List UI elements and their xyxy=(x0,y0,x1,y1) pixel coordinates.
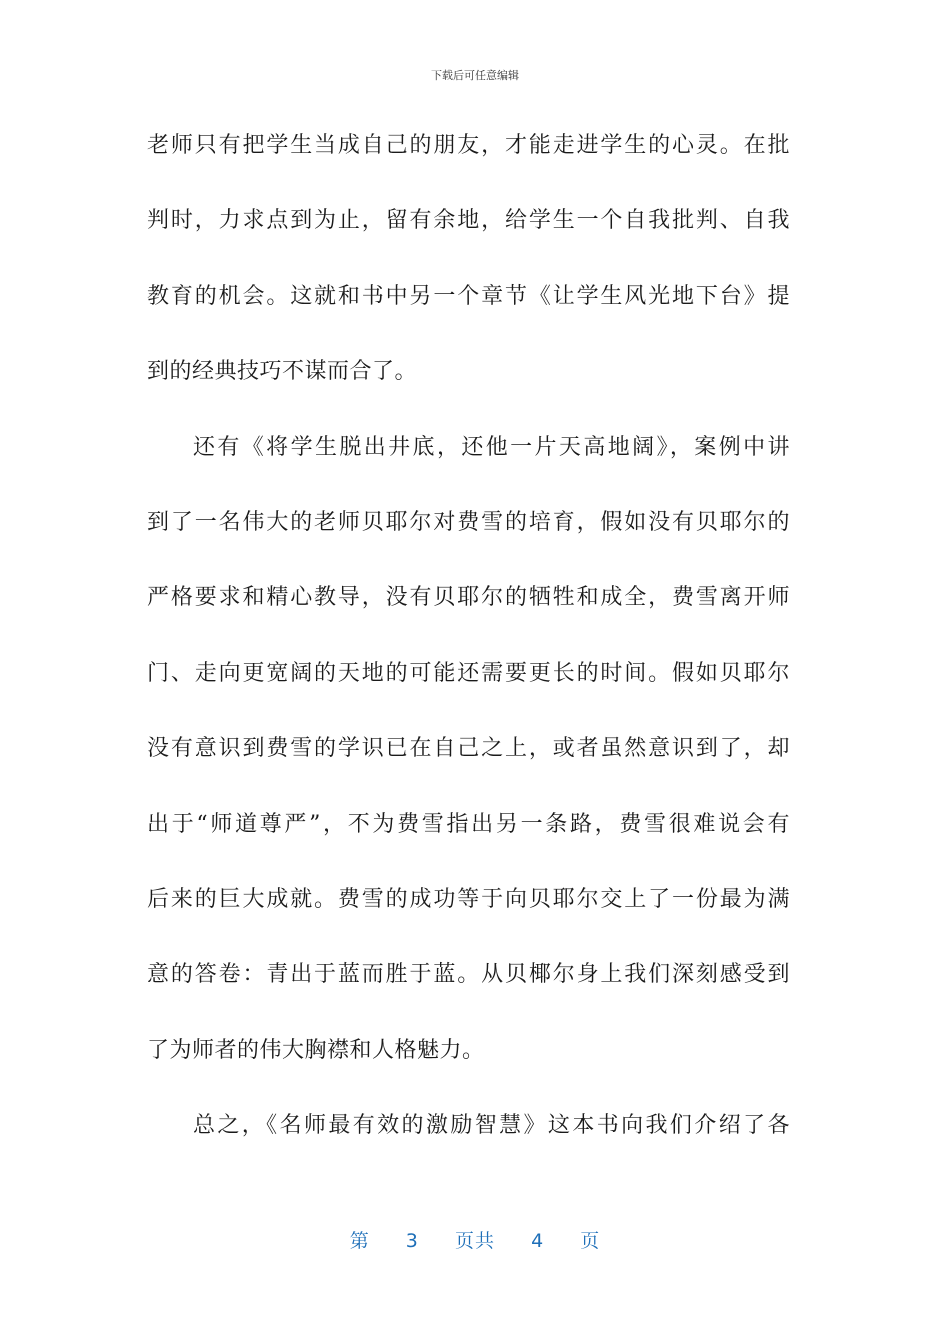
text-line: 老师只有把学生当成自己的朋友，才能走进学生的心灵。在批 xyxy=(147,133,790,158)
document-body xyxy=(147,127,790,1182)
page-suffix: 页 xyxy=(580,1230,601,1252)
text-line: 没有意识到费雪的学识已在自己之上，或者虽然意识到了，却 xyxy=(147,736,790,762)
text-line: 后来的巨大成就。费雪的成功等于向贝耶尔交上了一份最为满 xyxy=(147,886,790,912)
page-mid: 页共 xyxy=(454,1230,495,1252)
header-note: 下载后可任意编辑 xyxy=(431,69,519,82)
paragraph-first-line: 还有《将学生脱出井底，还他一片天高地阔》，案例中讲 xyxy=(193,434,790,460)
paragraph-first-line: 总之，《名师最有效的激励智慧》这本书向我们介绍了各 xyxy=(193,1113,790,1139)
text-line: 教育的机会。这就和书中另一个章节《让学生风光地下台》提 xyxy=(147,283,790,309)
text-line: 了为师者的伟大胸襟和人格魅力。 xyxy=(147,1037,485,1063)
text-line: 严格要求和精心教导，没有贝耶尔的牺牲和成全，费雪离开师 xyxy=(147,585,790,611)
page-footer xyxy=(0,1226,950,1253)
text-line: 到的经典技巧不谋而合了。 xyxy=(147,359,418,385)
text-line: 门、走向更宽阔的天地的可能还需要更长的时间。假如贝耶尔 xyxy=(147,660,790,686)
text-line: 出于“师道尊严”，不为费雪指出另一条路，费雪很难说会有 xyxy=(147,811,790,837)
text-line: 到了一名伟大的老师贝耶尔对费雪的培育，假如没有贝耶尔的 xyxy=(147,509,790,535)
current-page-number: 3 xyxy=(405,1230,419,1252)
total-pages-number: 4 xyxy=(531,1230,545,1252)
text-line: 判时，力求点到为止，留有余地，给学生一个自我批判、自我 xyxy=(147,208,790,234)
text-line: 意的答卷：青出于蓝而胜于蓝。从贝椰尔身上我们深刻感受到 xyxy=(147,962,790,988)
page-prefix: 第 xyxy=(349,1230,370,1252)
